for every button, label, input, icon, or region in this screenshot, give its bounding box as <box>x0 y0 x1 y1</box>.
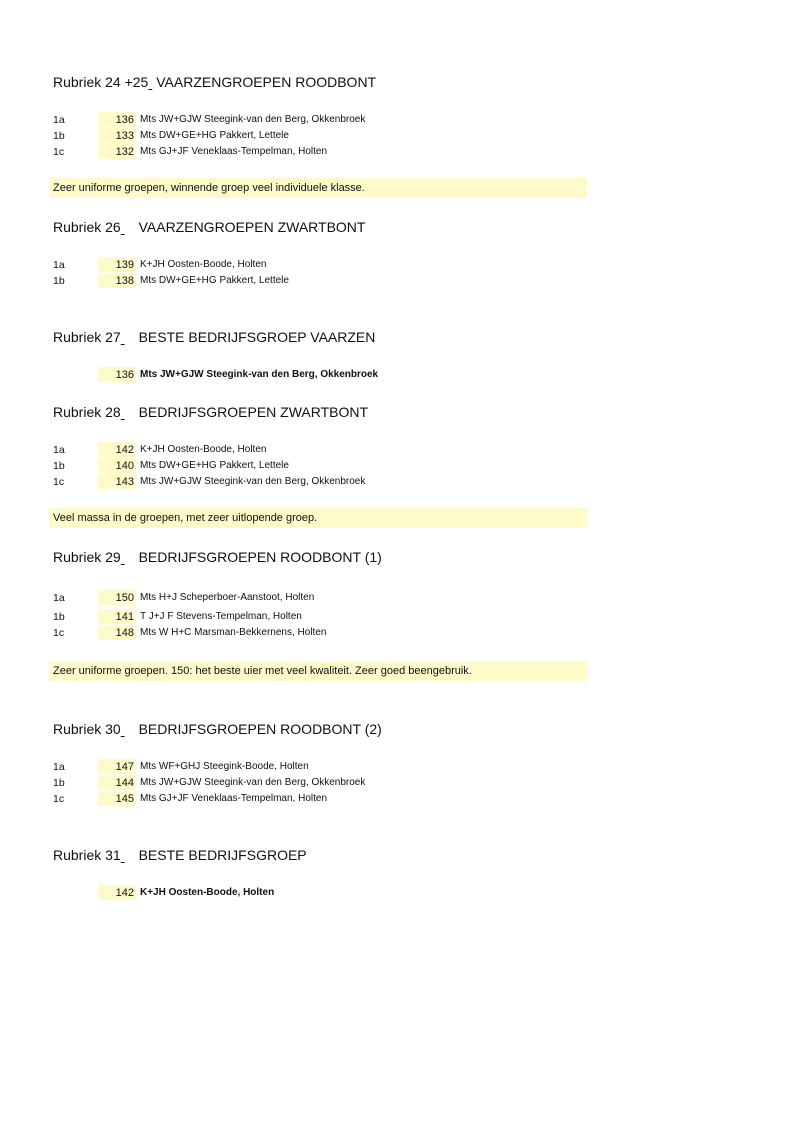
section-rubriek-29 <box>53 549 593 566</box>
section-rubriek-26 <box>53 219 593 236</box>
section-title: BESTE BEDRIJFSGROEP <box>138 847 307 863</box>
entry-name: Mts JW+GJW Steegink-van den Berg, Okkenbroek <box>140 777 366 788</box>
entry-name: Mts W H+C Marsman-Bekkernens, Holten <box>140 627 327 638</box>
section-heading <box>53 74 593 91</box>
entry-place: 1a <box>53 592 65 604</box>
list-item <box>53 112 593 128</box>
entry-number: 144 <box>98 775 136 790</box>
entry-place: 1a <box>53 259 65 271</box>
list-item <box>53 609 593 625</box>
entry-number: 139 <box>98 257 136 272</box>
entry-place: 1a <box>53 114 65 126</box>
entry-number: 150 <box>98 590 136 605</box>
entry-name: Mts JW+GJW Steegink-van den Berg, Okkenbroek <box>140 369 379 380</box>
list-item <box>53 791 593 807</box>
section-note: Veel massa in de groepen, met zeer uitlopende groep. <box>49 508 587 528</box>
entry-number: 138 <box>98 273 136 288</box>
section-heading <box>53 847 593 864</box>
entry-place: 1c <box>53 627 65 639</box>
section-title: BEDRIJFSGROEPEN ROODBONT (2) <box>138 721 382 737</box>
entry-place: 1b <box>53 777 65 789</box>
entry-place: 1b <box>53 130 65 142</box>
entries-rubriek-29 <box>53 590 593 641</box>
list-item <box>53 273 593 289</box>
section-heading <box>53 549 593 566</box>
list-item <box>53 775 593 791</box>
entry-number: 142 <box>98 442 136 457</box>
section-rubriek-28 <box>53 404 593 421</box>
list-item <box>53 144 593 160</box>
section-heading <box>53 219 593 236</box>
entry-number: 136 <box>98 112 136 127</box>
entry-name: Mts JW+GJW Steegink-van den Berg, Okkenbroek <box>140 476 366 487</box>
entry-place: 1b <box>53 275 65 287</box>
entry-name: Mts WF+GHJ Steegink-Boode, Holten <box>140 761 309 772</box>
entry-name: Mts GJ+JF Veneklaas-Tempelman, Holten <box>140 146 328 157</box>
section-rubriek-31 <box>53 847 593 864</box>
entry-place: 1c <box>53 476 65 488</box>
section-rubriek-27 <box>53 329 593 346</box>
entries-rubriek-24-25 <box>53 112 593 160</box>
entry-place: 1b <box>53 611 65 623</box>
entry-name: K+JH Oosten-Boode, Holten <box>140 444 267 455</box>
entry-number: 145 <box>98 791 136 806</box>
entry-place: 1c <box>53 793 65 805</box>
section-title: BESTE BEDRIJFSGROEP VAARZEN <box>138 329 376 345</box>
list-item <box>53 759 593 775</box>
entry-place: 1b <box>53 460 65 472</box>
entry-number: 132 <box>98 144 136 159</box>
list-item <box>53 257 593 273</box>
section-heading <box>53 721 593 738</box>
section-rubriek-24-25 <box>53 74 593 91</box>
list-item <box>53 625 593 641</box>
entry-name: Mts DW+GE+HG Pakkert, Lettele <box>140 460 289 471</box>
list-item <box>53 885 593 901</box>
entry-name: Mts JW+GJW Steegink-van den Berg, Okkenbroek <box>140 114 366 125</box>
entry-name: Mts DW+GE+HG Pakkert, Lettele <box>140 275 289 286</box>
entry-name: Mts H+J Scheperboer-Aanstoot, Holten <box>140 592 315 603</box>
list-item <box>53 442 593 458</box>
section-title: BEDRIJFSGROEPEN ROODBONT (1) <box>138 549 382 565</box>
section-number: Rubriek 28 <box>53 404 121 420</box>
section-heading <box>53 329 593 346</box>
entries-rubriek-31 <box>53 885 593 901</box>
section-title: VAARZENGROEPEN ZWARTBONT <box>138 219 366 235</box>
entry-number: 142 <box>98 885 136 900</box>
entry-name: K+JH Oosten-Boode, Holten <box>140 259 267 270</box>
entry-number: 148 <box>98 625 136 640</box>
entry-name: Mts DW+GE+HG Pakkert, Lettele <box>140 130 289 141</box>
entry-number: 143 <box>98 474 136 489</box>
entries-rubriek-27 <box>53 367 593 383</box>
list-item <box>53 590 593 609</box>
entry-place: 1a <box>53 761 65 773</box>
entry-number: 147 <box>98 759 136 774</box>
section-number: Rubriek 24 +25 <box>53 74 149 90</box>
entries-rubriek-28 <box>53 442 593 490</box>
section-title: BEDRIJFSGROEPEN ZWARTBONT <box>138 404 369 420</box>
list-item <box>53 367 593 383</box>
entry-place: 1c <box>53 146 65 158</box>
entry-number: 141 <box>98 609 136 624</box>
section-number: Rubriek 29 <box>53 549 121 565</box>
entries-rubriek-26 <box>53 257 593 289</box>
list-item <box>53 458 593 474</box>
section-number: Rubriek 31 <box>53 847 121 863</box>
entry-place: 1a <box>53 444 65 456</box>
list-item <box>53 474 593 490</box>
list-item <box>53 128 593 144</box>
entry-name: T J+J F Stevens-Tempelman, Holten <box>140 611 302 622</box>
entry-number: 136 <box>98 367 136 382</box>
entry-number: 140 <box>98 458 136 473</box>
section-number: Rubriek 27 <box>53 329 121 345</box>
section-note: Zeer uniforme groepen, winnende groep veel individuele klasse. <box>49 178 587 198</box>
entries-rubriek-30 <box>53 759 593 807</box>
entry-number: 133 <box>98 128 136 143</box>
section-title: VAARZENGROEPEN ROODBONT <box>156 74 377 90</box>
section-rubriek-30 <box>53 721 593 738</box>
section-note: Zeer uniforme groepen. 150: het beste uier met veel kwaliteit. Zeer goed beengebruik. <box>49 661 587 681</box>
entry-name: K+JH Oosten-Boode, Holten <box>140 887 275 898</box>
section-number: Rubriek 26 <box>53 219 121 235</box>
entry-name: Mts GJ+JF Veneklaas-Tempelman, Holten <box>140 793 328 804</box>
section-heading <box>53 404 593 421</box>
section-number: Rubriek 30 <box>53 721 121 737</box>
